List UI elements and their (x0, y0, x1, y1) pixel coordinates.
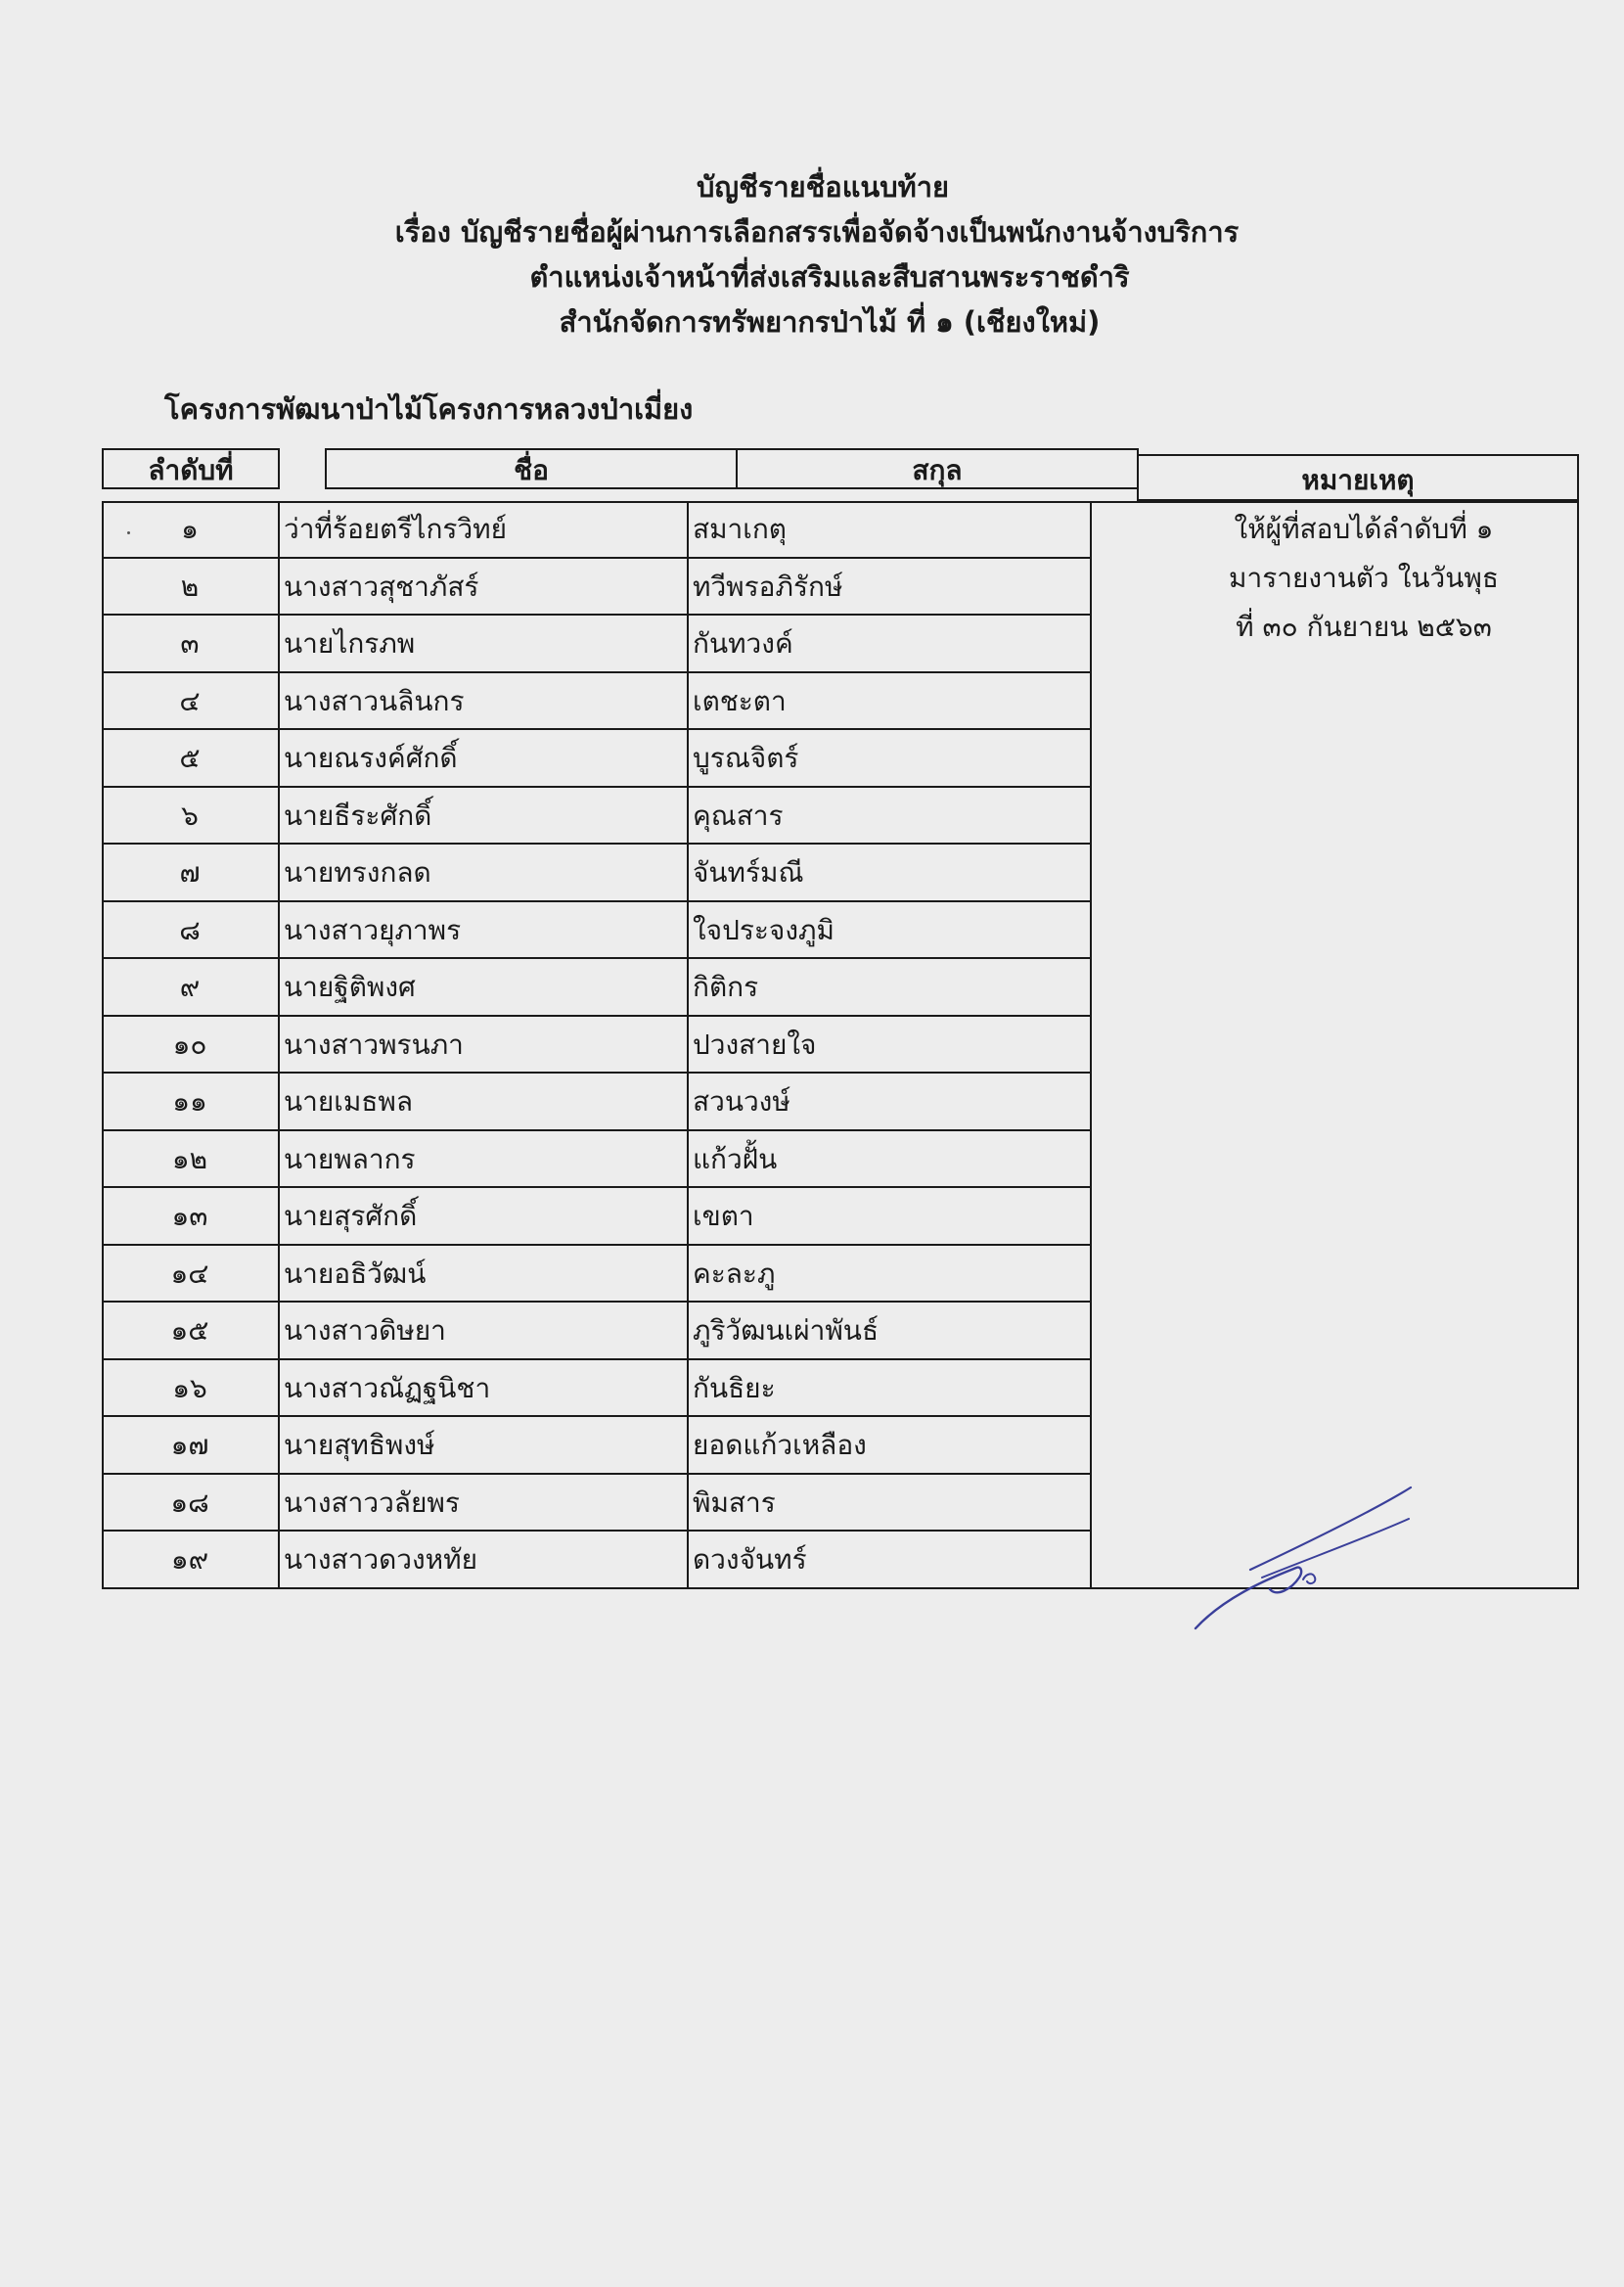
row-surname: ยอดแก้วเหลือง (693, 1429, 867, 1462)
row-name: นายทรงกลด (284, 856, 431, 890)
row-surname: ปวงสายใจ (693, 1028, 817, 1061)
row-surname: ภูริวัฒนเผ่าพันธ์ (693, 1314, 880, 1348)
candidate-table (149, 448, 1575, 1586)
row-number: ๑๓ (171, 1200, 208, 1233)
column-header-name: ชื่อ (325, 448, 738, 489)
row-surname: กันธิยะ (693, 1371, 776, 1404)
row-number: ๑๑ (172, 1085, 207, 1119)
row-name: นางสาวสุชาภัสร์ (284, 570, 479, 603)
signature-stroke-4 (1303, 1574, 1315, 1583)
row-number: ๕ (179, 742, 201, 775)
row-name: นายอธิวัฒน์ (284, 1257, 427, 1290)
signature (1135, 1468, 1428, 1664)
table-row (102, 1360, 1090, 1418)
project-title: โครงการพัฒนาป่าไม้โครงการหลวงป่าเมี่ยง (164, 392, 694, 426)
row-surname: สวนวงษ์ (693, 1085, 790, 1119)
row-number: ๘ (179, 913, 201, 946)
row-name: นางสาววลัยพร (284, 1486, 460, 1519)
signature-stroke-1 (1195, 1568, 1301, 1628)
row-surname: เขตา (693, 1200, 754, 1233)
row-number: ๑๐ (172, 1028, 207, 1061)
row-name: นางสาวนลินกร (284, 684, 465, 717)
row-number: ๑๒ (171, 1142, 208, 1175)
table-row (102, 730, 1090, 788)
row-number: ๔ (179, 684, 201, 717)
table-row (102, 1303, 1090, 1360)
column-header-surname: สกุล (736, 448, 1139, 489)
row-name: นายสุทธิพงษ์ (284, 1429, 435, 1462)
row-number: ๖ (181, 799, 199, 832)
divider-surname (1090, 501, 1092, 1589)
row-surname: ใจประจงภูมิ (693, 913, 835, 946)
row-name: นายณรงค์ศักดิ์ (284, 742, 458, 775)
row-surname: แก้วฝั้น (693, 1142, 778, 1175)
row-surname: กิติกร (693, 971, 759, 1004)
row-number: ๑๗ (170, 1429, 209, 1462)
row-name: นางสาวดวงหทัย (284, 1543, 477, 1577)
row-name: นายธีระศักดิ์ (284, 799, 432, 832)
table-row (102, 501, 1090, 559)
table-row (102, 1017, 1090, 1075)
row-surname: ทวีพรอภิรักษ์ (693, 570, 843, 603)
document-header (0, 164, 1624, 344)
row-surname: สมาเกตุ (693, 513, 787, 545)
table-rows (102, 501, 1090, 1589)
row-number: ๑๖ (172, 1371, 207, 1404)
row-surname: กันทวงค์ (693, 627, 793, 661)
remark-line-3: ที่ ๓๐ กันยายน ๒๕๖๓ (1236, 611, 1492, 643)
table-row (102, 902, 1090, 960)
table-row (102, 616, 1090, 673)
row-number: ๑๙ (170, 1543, 209, 1577)
remark-line-1: ให้ผู้ที่สอบได้ลำดับที่ ๑ (1234, 513, 1494, 545)
table-row (102, 1475, 1090, 1532)
header-subject: เรื่อง บัญชีรายชื่อผู้ผ่านการเลือกสรรเพื่อจัดจ้างเป็นพนักงานจ้างบริการ (394, 215, 1240, 249)
row-surname: บูรณจิตร์ (693, 742, 799, 775)
row-name: นายฐิติพงศ (284, 971, 416, 1004)
table-row (102, 1532, 1090, 1589)
header-office: สำนักจัดการทรัพยากรป่าไม้ ที่ ๑ (เชียงใหม่) (559, 305, 1101, 339)
header-title: บัญชีรายชื่อแนบท้าย (696, 170, 950, 204)
row-number: ๑๘ (170, 1486, 209, 1519)
table-row (102, 1246, 1090, 1304)
row-name: นางสาวพรนภา (284, 1028, 464, 1061)
remark-line-2: มารายงานตัว ในวันพุธ (1229, 562, 1499, 594)
row-name: นางสาวยุภาพร (284, 913, 462, 946)
remark-text (1158, 501, 1569, 652)
row-number: ๒ (180, 570, 200, 603)
row-name: นายไกรภพ (284, 627, 416, 661)
row-surname: เตชะตา (693, 684, 787, 717)
table-row (102, 559, 1090, 617)
table-row (102, 1417, 1090, 1475)
table-row (102, 845, 1090, 902)
table-body (102, 501, 1579, 1587)
row-surname: พิมสาร (693, 1486, 776, 1519)
table-row (102, 1074, 1090, 1131)
row-name: นายพลากร (284, 1142, 416, 1175)
row-name: ว่าที่ร้อยตรีไกรวิทย์ (284, 513, 508, 545)
row-number: ๑๔ (170, 1257, 209, 1290)
table-row (102, 1188, 1090, 1246)
row-number: ๗ (179, 856, 201, 890)
column-header-number: ลำดับที่ (102, 448, 280, 489)
row-name: นายเมธพล (284, 1085, 414, 1119)
row-number: ๓ (180, 627, 200, 661)
header-position: ตำแหน่งเจ้าหน้าที่ส่งเสริมและสืบสานพระราชดำริ (529, 260, 1130, 294)
table-row (102, 673, 1090, 731)
row-name: นางสาวณัฏฐนิชา (284, 1371, 491, 1404)
row-surname: ดวงจันทร์ (693, 1543, 807, 1577)
table-row (102, 788, 1090, 846)
row-number: ๙ (179, 971, 201, 1004)
row-number: ๑๕ (170, 1314, 209, 1348)
row-number: ๑ (181, 513, 199, 545)
row-surname: คุณสาร (693, 799, 784, 832)
row-surname: จันทร์มณี (693, 856, 804, 890)
column-header-remark: หมายเหตุ (1137, 454, 1579, 501)
table-row (102, 959, 1090, 1017)
row-name: นายสุรศักดิ์ (284, 1200, 418, 1233)
table-row (102, 1131, 1090, 1189)
row-name: นางสาวดิษยา (284, 1314, 446, 1348)
row-surname: คะละภู (693, 1257, 776, 1290)
